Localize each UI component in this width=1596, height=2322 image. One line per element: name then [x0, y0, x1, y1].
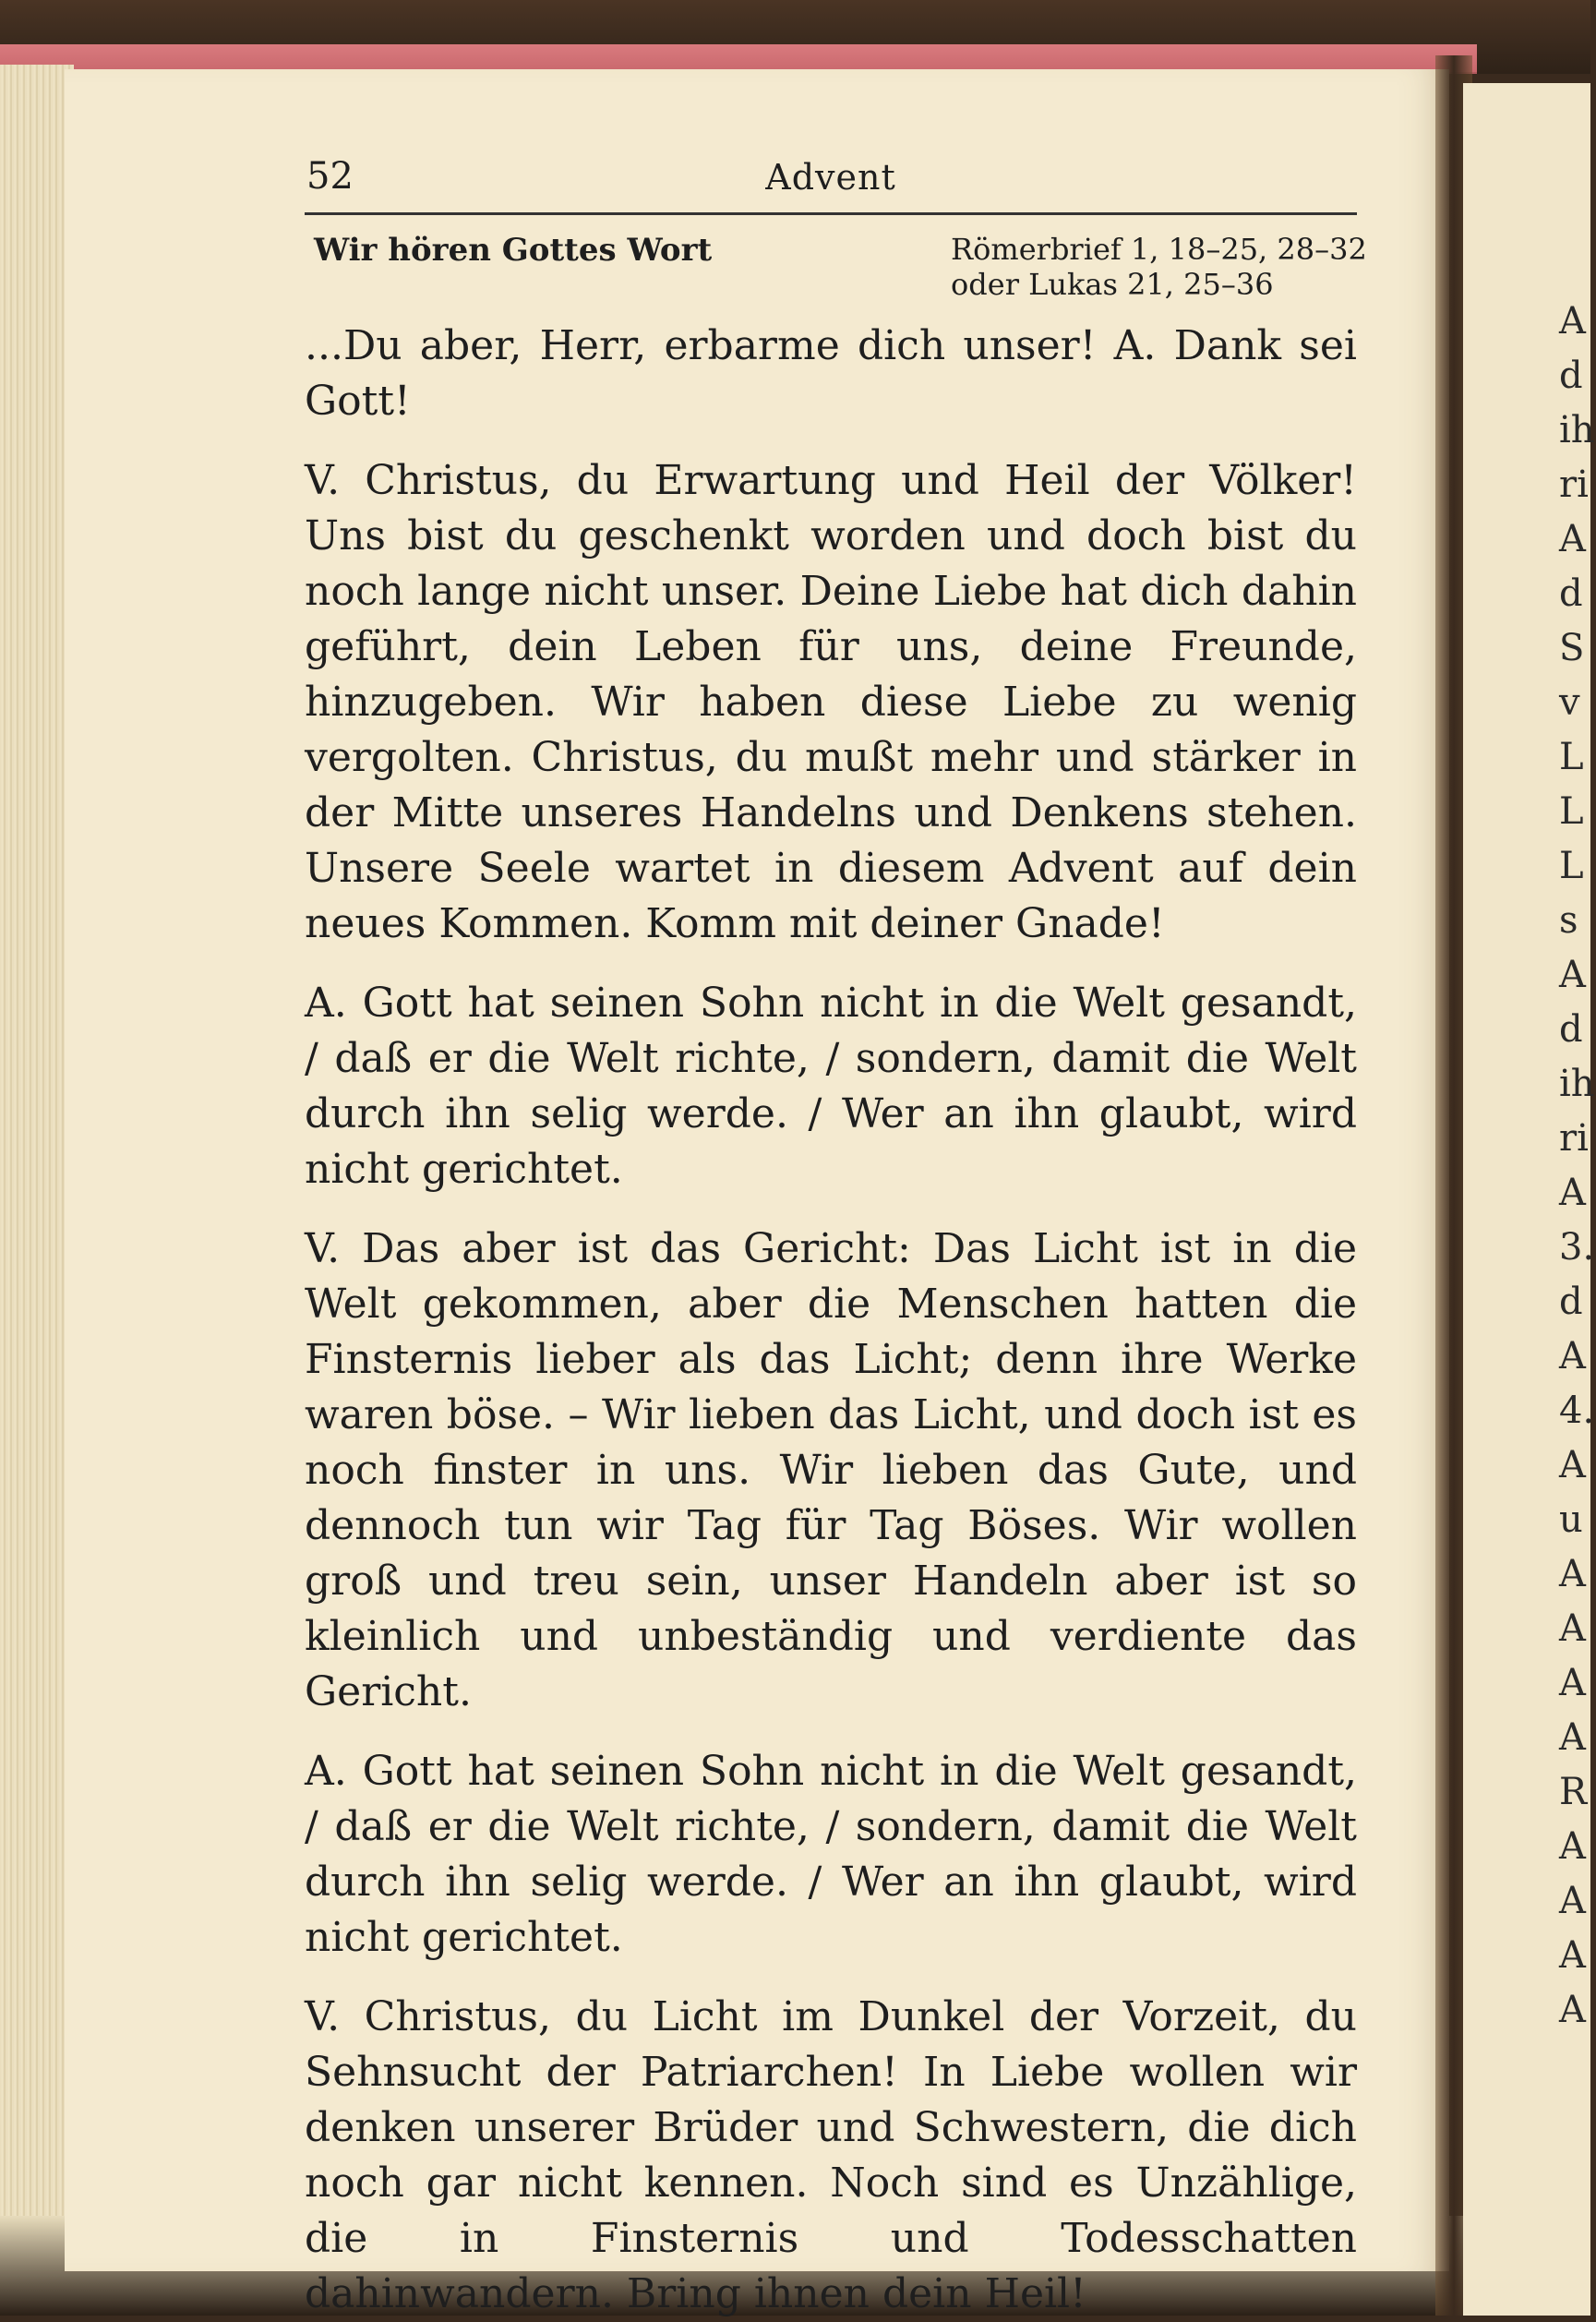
facing-page-line: s [1559, 899, 1578, 942]
facing-page-line: ih [1559, 409, 1595, 451]
facing-page-line: d [1559, 572, 1583, 615]
facing-page-line: A [1559, 1825, 1586, 1868]
reference-line: oder Lukas 21, 25–36 [951, 267, 1274, 302]
facing-page-line: A [1559, 1444, 1586, 1486]
page-stack-left [0, 65, 74, 2299]
reference-line: Römerbrief 1, 18–25, 28–32 [951, 232, 1367, 267]
paragraph: ...Du aber, Herr, erbarme dich unser! A. Dank sei Gott! [305, 322, 1357, 425]
facing-page-line: A [1559, 1662, 1586, 1704]
facing-page-line: L [1559, 736, 1584, 778]
facing-page-line: A [1559, 1880, 1586, 1922]
facing-page-fragment [1463, 83, 1595, 2316]
facing-page-line: A [1559, 1335, 1586, 1378]
facing-page-line: A [1559, 518, 1586, 560]
paragraph: V. Das aber ist das Gericht: Das Licht ist in die Welt gekommen, aber die Menschen hatten die Finsternis lieber als das Licht; denn ihre Werke waren böse. – Wir lieben das Licht, und doch ist es noch finster in uns. Wir lieben das Gute, und dennoch tun wir Tag für Tag Böses. Wir wollen groß und treu sein, unser Handeln aber ist so kleinlich und unbeständig und verdiente das Gericht. [305, 1225, 1357, 1715]
scripture-reference [951, 232, 1367, 302]
paragraph: V. Christus, du Licht im Dunkel der Vorzeit, du Sehnsucht der Patriarchen! In Liebe wollen wir denken unserer Brüder und Schwestern, die dich noch gar nicht kennen. Noch sind es Unzählige, die in Finsternis und Todesschatten dahinwandern. Bring ihnen dein Heil! [305, 1993, 1357, 2317]
facing-page-line: d [1559, 355, 1583, 397]
facing-page-line: ri [1559, 1117, 1589, 1160]
facing-page-line: L [1559, 790, 1584, 833]
section-header [305, 232, 1367, 306]
facing-page-line: A [1559, 954, 1586, 996]
page-title: Advent [765, 157, 896, 198]
facing-page-line: 4. [1559, 1390, 1595, 1432]
facing-page-line: A [1559, 1716, 1586, 1759]
facing-page-line: L [1559, 845, 1584, 887]
facing-page-line: ih [1559, 1063, 1595, 1105]
facing-page-line: S [1559, 627, 1585, 669]
page-number: 52 [306, 155, 354, 198]
facing-page-line: A [1559, 1607, 1586, 1650]
facing-page-line: ri [1559, 463, 1589, 506]
facing-page-line: u [1559, 1498, 1583, 1541]
facing-page-line: 3. [1559, 1226, 1595, 1269]
page-content [305, 148, 1367, 2322]
facing-page-line: d [1559, 1281, 1583, 1323]
facing-page-line: A [1559, 300, 1586, 343]
facing-page-line: R [1559, 1771, 1588, 1813]
section-title: Wir hören Gottes Wort [314, 232, 713, 269]
facing-page-line: d [1559, 1008, 1583, 1051]
running-head [305, 148, 1357, 215]
facing-page-line: A [1559, 1989, 1586, 2031]
facing-page-line: A [1559, 1553, 1586, 1595]
paragraph: V. Christus, du Erwartung und Heil der Völker! Uns bist du geschenkt worden und doch bist du noch lange nicht unser. Deine Liebe hat dich dahin geführt, dein Leben für uns, deine Freunde, hinzugeben. Wir haben diese Liebe zu wenig vergolten. Christus, du mußt mehr und stärker in der Mitte unseres Handelns und Denkens stehen. Unsere Seele wartet in diesem Advent auf dein neues Kommen. Komm mit deiner Gnade! [305, 457, 1357, 947]
paragraph: A. Gott hat seinen Sohn nicht in die Welt gesandt, / daß er die Welt richte, / sondern, damit die Welt durch ihn selig werde. / Wer an ihn glaubt, wird nicht gerichtet. [305, 1748, 1357, 1961]
facing-page-line: A [1559, 1934, 1586, 1977]
paragraph: A. Gott hat seinen Sohn nicht in die Welt gesandt, / daß er die Welt richte, / sondern, damit die Welt durch ihn selig werde. / Wer an ihn glaubt, wird nicht gerichtet. [305, 980, 1357, 1193]
facing-page-line: v [1559, 681, 1580, 724]
facing-page-line: A [1559, 1172, 1586, 1214]
